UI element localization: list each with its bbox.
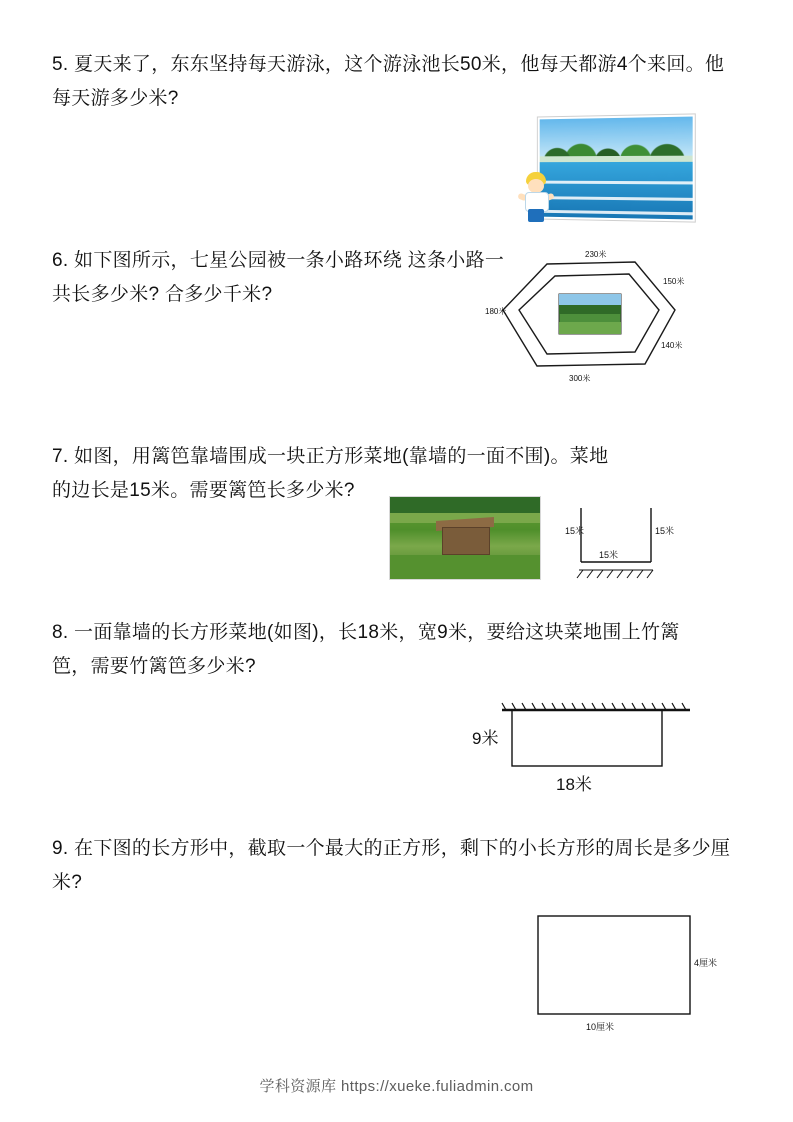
park-label-top: 230米 xyxy=(585,250,607,259)
plain-rectangle-svg xyxy=(502,908,752,1036)
swimmer-legs xyxy=(528,209,544,222)
wall-hatching xyxy=(502,703,690,710)
problem-9-text: 9. 在下图的长方形中，截取一个最大的正方形，剩下的小长方形的周长是多少厘米? xyxy=(52,838,731,893)
rect9-label-width: 10厘米 xyxy=(586,1022,615,1032)
rect-label-width: 9米 xyxy=(472,729,499,748)
field-grass xyxy=(390,555,540,579)
swimmer-illustration xyxy=(517,172,557,224)
park-polygon-svg xyxy=(485,248,695,388)
fence-sketch-svg xyxy=(565,500,683,588)
problem-6-text: 6. 如下图所示，七星公园被一条小路环绕 这条小路一共长多少米? 合多少千米? xyxy=(52,250,505,305)
plain-rectangle-figure xyxy=(52,908,741,1040)
problem-5-text: 5. 夏天来了，东东坚持每天游泳，这个游泳池长50米，他每天都游4个来回。他每天游多少米? xyxy=(52,54,725,109)
fence-label-bottom: 15米 xyxy=(599,550,619,560)
square-field-figure xyxy=(389,496,689,592)
problem-5 xyxy=(52,48,741,238)
fence-label-right: 15米 xyxy=(655,526,675,536)
vegetable-field-photo xyxy=(389,496,541,580)
big-rectangle xyxy=(538,916,690,1014)
park-label-left: 180米 xyxy=(485,307,507,316)
problem-8 xyxy=(52,616,741,826)
fence-sketch xyxy=(565,500,683,588)
wall-hatching xyxy=(577,570,653,578)
problem-8-text: 8. 一面靠墙的长方形菜地(如图)，长18米，宽9米，要给这块菜地围上竹篱笆，需要竹篱笆多少米? xyxy=(52,622,680,677)
problem-7-text: 7. 如图，用篱笆靠墙围成一块正方形菜地(靠墙的一面不围)。菜地的边长是15米。需要篱笆长多少米? xyxy=(52,446,609,501)
garden-rectangle xyxy=(512,710,662,766)
problem-9 xyxy=(52,832,741,1032)
fence-label-left: 15米 xyxy=(565,526,585,536)
field-shed xyxy=(442,527,490,555)
rectangle-wall-svg xyxy=(472,694,732,804)
park-label-bottom: 300米 xyxy=(569,374,591,383)
park-label-right-lower: 140米 xyxy=(661,341,683,350)
footer-text: 学科资源库 https://xueke.fuliadmin.com xyxy=(259,1078,534,1095)
rectangle-wall-figure xyxy=(52,694,741,806)
problem-7 xyxy=(52,440,741,610)
park-photo-trees xyxy=(559,305,621,314)
pool-photo xyxy=(538,114,695,221)
swimmer-face xyxy=(528,179,544,193)
park-label-right-upper: 150米 xyxy=(663,277,685,286)
page-footer xyxy=(0,1075,793,1096)
swimming-pool-figure xyxy=(517,116,689,224)
park-polygon-figure xyxy=(485,248,695,388)
rect-label-length: 18米 xyxy=(556,775,592,794)
rect9-label-height: 4厘米 xyxy=(694,958,718,968)
problem-6 xyxy=(52,244,741,434)
park-photo-grass xyxy=(559,322,621,334)
field-trees xyxy=(390,497,540,513)
